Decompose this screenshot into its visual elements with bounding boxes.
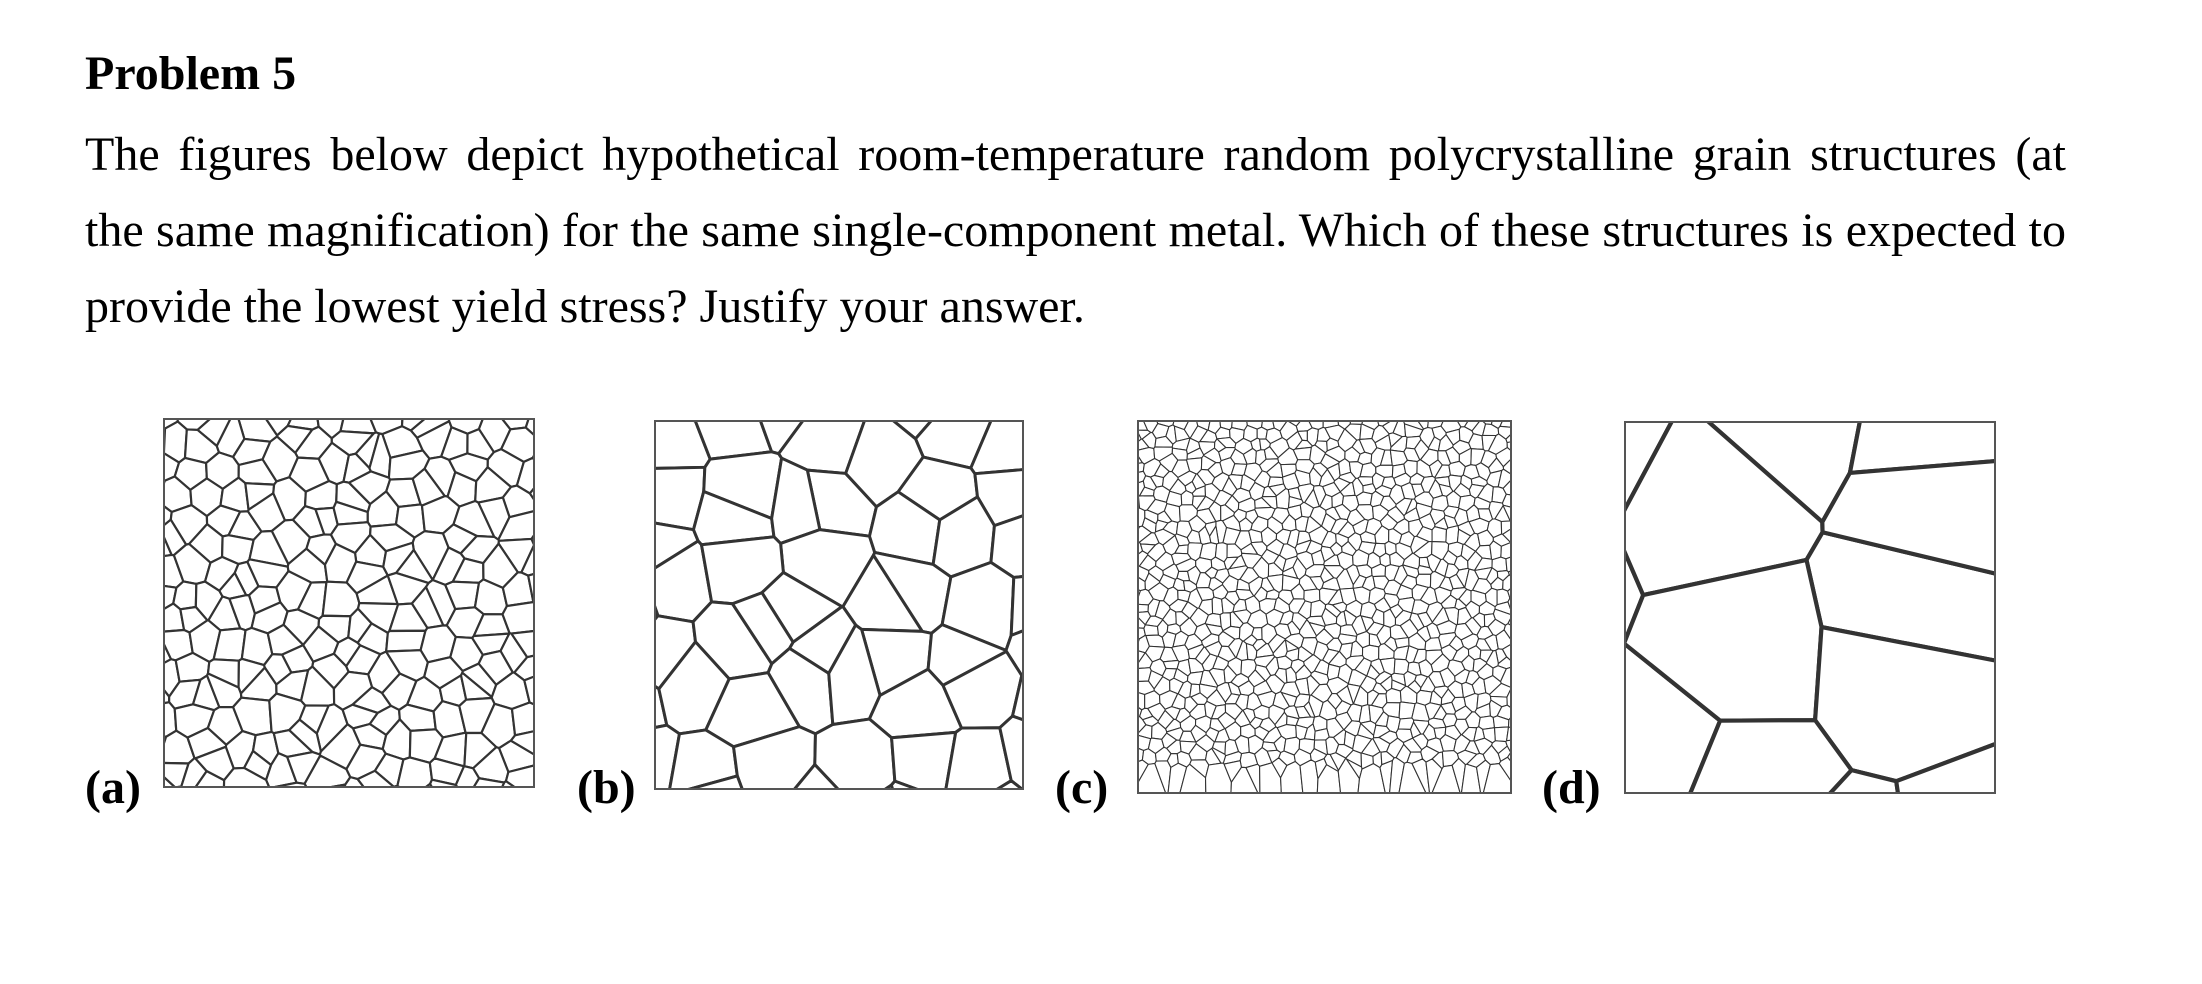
figure-d-grain-svg	[1626, 423, 1994, 792]
figure-b-grain-svg	[656, 422, 1022, 788]
grain	[386, 631, 425, 652]
grain	[1446, 526, 1459, 544]
grain	[1139, 692, 1145, 710]
figure-b-grain-structure	[654, 420, 1024, 790]
figure-a-grain-svg	[165, 420, 533, 786]
grain	[1432, 527, 1446, 542]
grain	[1479, 716, 1495, 729]
grain	[503, 602, 533, 633]
figure-c-label: (c)	[1055, 761, 1109, 814]
figure-d-label: (d)	[1542, 761, 1601, 814]
grain	[1181, 491, 1193, 505]
grain	[1011, 574, 1022, 635]
grain	[1144, 625, 1159, 636]
problem-statement: The figures below depict hypothetical room-temperature random polycrystalline grain structures (at the same magnification) for the same single-component metal. Which of these structures is expected to provide the lowest yield stress? Justify your answer.	[85, 128, 2066, 333]
problem-title: Problem 5	[85, 47, 297, 100]
grain	[512, 702, 533, 735]
figure-a-label: (a)	[85, 761, 141, 814]
figure-c-grain-structure	[1137, 420, 1512, 794]
grain	[1360, 463, 1376, 477]
grain	[397, 757, 432, 786]
figure-d-grain-structure	[1624, 421, 1996, 794]
grain	[1163, 660, 1179, 669]
grain	[1386, 688, 1401, 702]
grain	[1506, 557, 1510, 572]
figure-b-label: (b)	[577, 761, 636, 814]
figure-a-grain-structure	[163, 418, 535, 788]
figure-c-grain-svg	[1139, 422, 1510, 792]
